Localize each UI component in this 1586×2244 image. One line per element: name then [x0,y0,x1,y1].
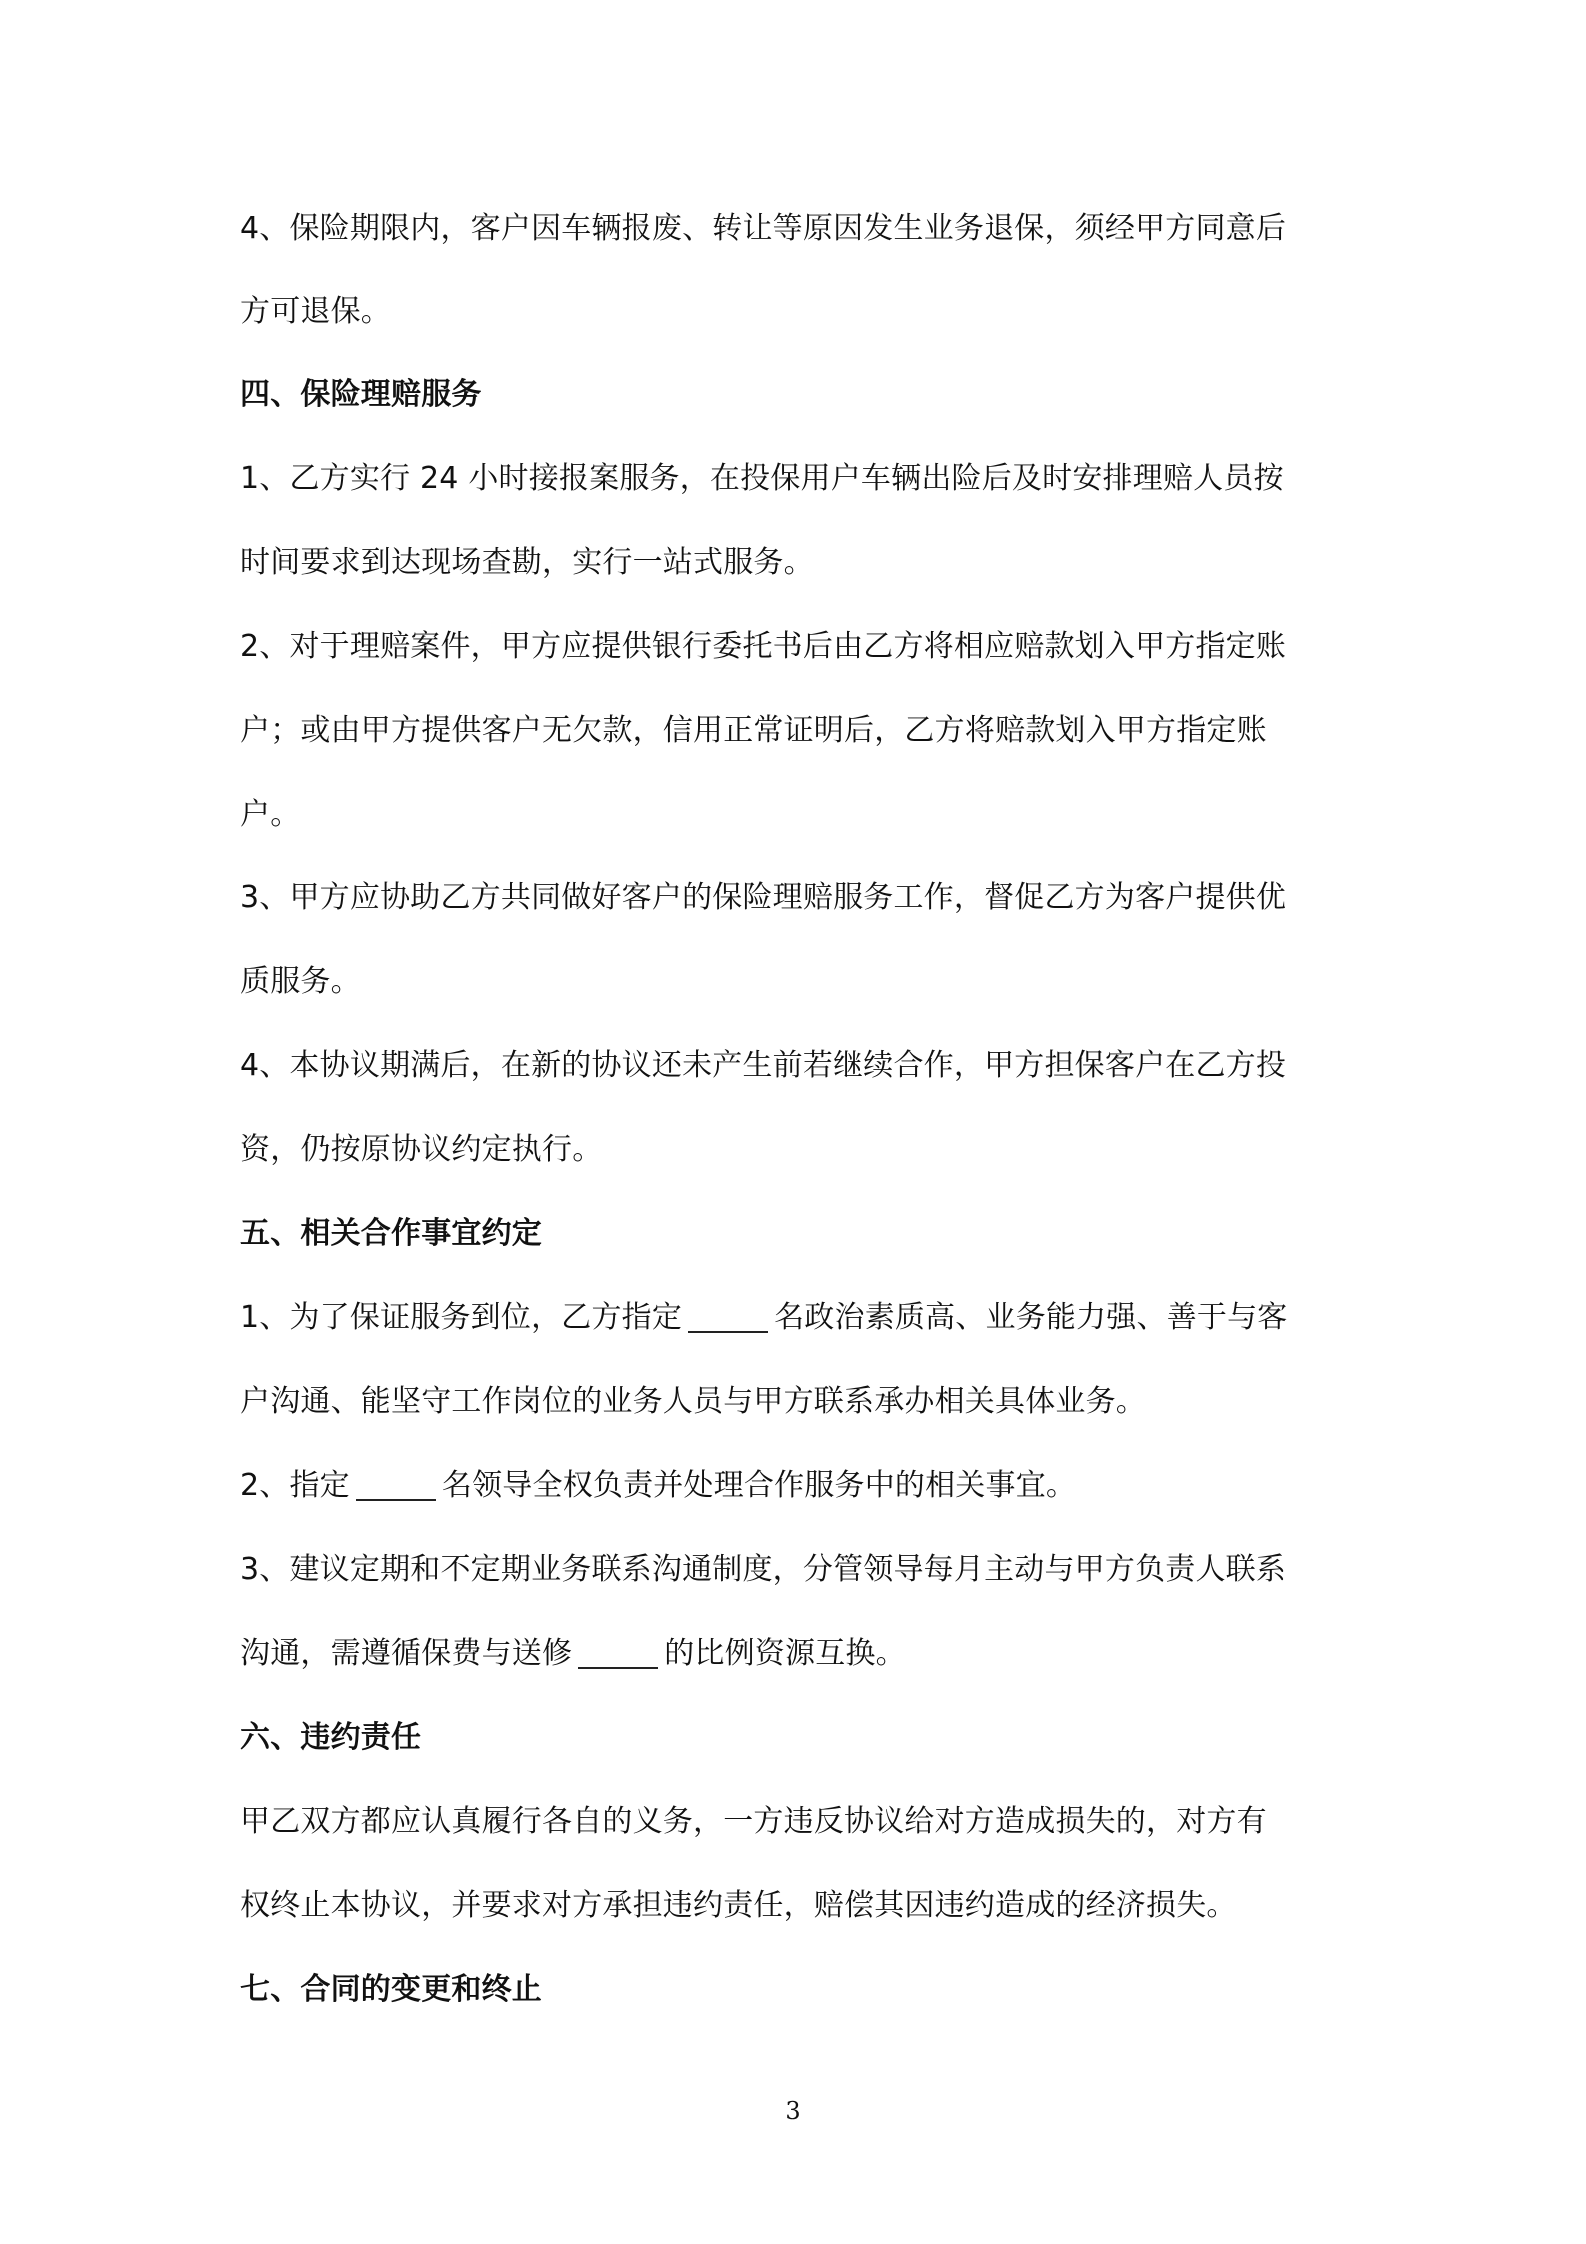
text-line [240,711,1360,751]
heading-text: 六、违约责任 [240,1720,422,1755]
text-segment: 沟通，需遵循保费与送修 [240,1636,573,1671]
text-segment: 甲乙双方都应认真履行各自的义务，一方违反协议给对方造成损失的，对方有 [240,1804,1267,1839]
text-segment: 1、乙方实行 24 小时接报案服务，在投保用户车辆出险后及时安排理赔人员按 [240,461,1284,496]
text-line [240,878,1360,918]
page-number [0,2096,1586,2126]
heading-text: 四、保险理赔服务 [240,377,482,412]
text-line [240,795,1360,835]
section-heading [240,1718,1360,1758]
text-line [240,1802,1360,1842]
text-segment: 4、保险期限内，客户因车辆报废、转让等原因发生业务退保，须经甲方同意后 [240,211,1287,246]
fill-in-blank [688,1299,768,1333]
text-line [240,459,1360,499]
text-line [240,1550,1360,1590]
text-line [240,1130,1360,1170]
text-line [240,1298,1360,1338]
text-line [240,962,1360,1002]
text-segment: 户；或由甲方提供客户无欠款，信用正常证明后，乙方将赔款划入甲方指定账 [240,713,1267,748]
text-line [240,1886,1360,1926]
text-segment: 3、建议定期和不定期业务联系沟通制度，分管领导每月主动与甲方负责人联系 [240,1552,1287,1587]
text-segment: 2、指定 [240,1468,350,1503]
text-segment: 方可退保。 [240,294,391,329]
text-line [240,627,1360,667]
text-segment: 户。 [240,797,301,832]
text-segment: 4、本协议期满后，在新的协议还未产生前若继续合作，甲方担保客户在乙方投 [240,1048,1287,1083]
text-segment: 资，仍按原协议约定执行。 [240,1132,603,1167]
fill-in-blank [356,1467,436,1501]
text-segment: 质服务。 [240,964,361,999]
text-segment: 3、甲方应协助乙方共同做好客户的保险理赔服务工作，督促乙方为客户提供优 [240,880,1287,915]
text-line [240,1046,1360,1086]
text-segment: 名政治素质高、业务能力强、善于与客 [774,1300,1288,1335]
heading-text: 七、合同的变更和终止 [240,1972,542,2007]
section-heading [240,1970,1360,2010]
text-segment: 2、对于理赔案件，甲方应提供银行委托书后由乙方将相应赔款划入甲方指定账 [240,629,1287,664]
heading-text: 五、相关合作事宜约定 [240,1216,542,1251]
text-segment: 名领导全权负责并处理合作服务中的相关事宜。 [441,1468,1077,1503]
text-line [240,543,1360,583]
section-heading [240,1214,1360,1254]
text-segment: 1、为了保证服务到位，乙方指定 [240,1300,683,1335]
text-line [240,1382,1360,1422]
fill-in-blank [578,1635,658,1669]
text-line [240,1634,1360,1674]
text-segment: 时间要求到达现场查勘，实行一站式服务。 [240,545,814,580]
text-segment: 户沟通、能坚守工作岗位的业务人员与甲方联系承办相关具体业务。 [240,1384,1146,1419]
section-heading [240,375,1360,415]
text-segment: 的比例资源互换。 [664,1636,906,1671]
text-line [240,209,1360,249]
text-line [240,1466,1360,1506]
text-line [240,292,1360,332]
text-segment: 权终止本协议，并要求对方承担违约责任，赔偿其因违约造成的经济损失。 [240,1888,1237,1923]
page-number-text: 3 [785,2097,801,2125]
